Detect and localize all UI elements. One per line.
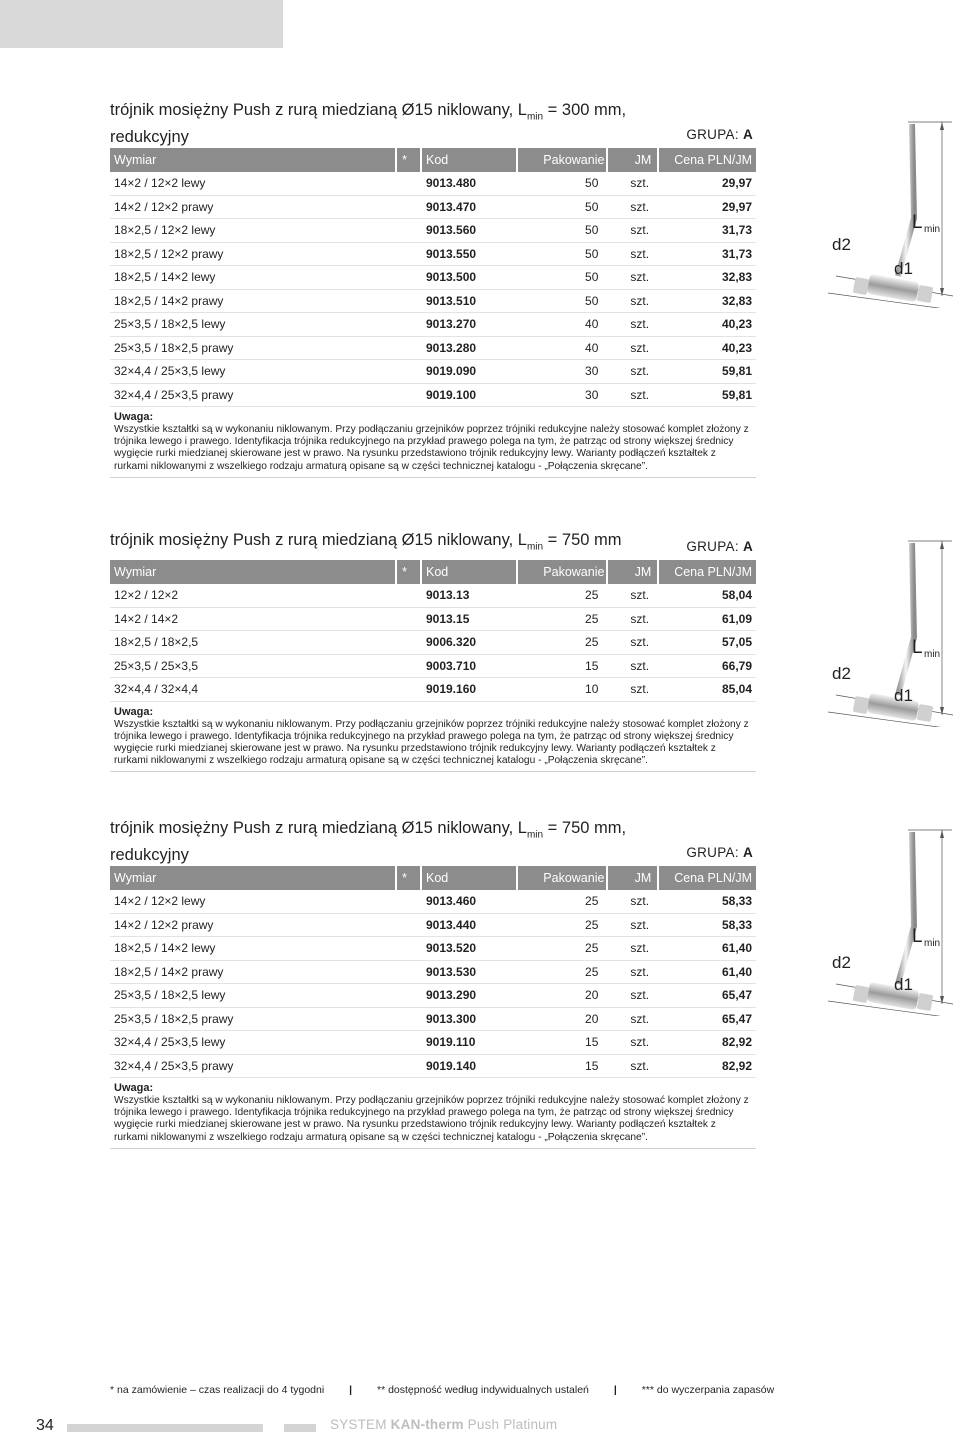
cell-cena: 82,92 [721,1035,752,1049]
cell-cena: 31,73 [721,246,752,261]
section-title: trójnik mosiężny Push z rurą miedzianą Ø15 niklowany, $L_{min} = 750$ mm, redukcyjny [110,819,627,865]
cell-kod: 9013.470 [425,199,477,214]
cell-jm: szt. [630,941,650,955]
cell-cena: 57,05 [721,635,752,649]
fitting-diagram-1 [828,118,958,308]
cell-pakowanie: 20 [585,1011,599,1026]
table-row [110,360,756,384]
table-row [110,608,756,632]
cell-pakowanie: 25 [585,917,599,932]
cell-star [397,313,420,336]
cell-star [397,290,420,313]
note-box [110,407,756,478]
label-L: L [912,637,923,658]
cell-jm: szt. [630,387,650,402]
cell-star [397,266,420,289]
cell-pakowanie: 50 [585,176,599,190]
cell-wymiar: 14×2 / 12×2 prawy [114,199,214,214]
table-row [110,937,756,961]
label-d2: d2 [832,953,851,972]
section-header [110,530,756,556]
header-wymiar: Wymiar [110,148,395,172]
label-L-sub: min [924,224,941,235]
cell-pakowanie: 15 [585,658,599,673]
cell-star [397,584,420,607]
cell-cena: 61,09 [721,611,752,626]
section-title: trójnik mosiężny Push z rurą miedzianą Ø15 niklowany, $L_{min} = 300$ mm, redukcyjny [110,101,627,147]
cell-pakowanie: 50 [585,270,599,284]
cell-wymiar: 25×3,5 / 18×2,5 prawy [114,340,234,355]
cell-kod: 9019.110 [425,1035,476,1049]
label-d1: d1 [894,975,913,994]
cell-pakowanie: 25 [585,964,599,979]
price-table [110,866,756,1149]
table-row [110,290,756,314]
table-header [110,866,756,890]
cell-wymiar: 14×2 / 12×2 prawy [114,917,214,932]
footer-bar-right [284,1424,316,1432]
cell-star [397,631,420,654]
cell-jm: szt. [630,964,650,979]
product-section-2 [110,530,756,772]
table-row [110,266,756,290]
price-table [110,148,756,478]
tee-fitting-illustration [828,537,958,727]
fitting-diagram-2 [828,537,958,727]
footer-bar-left [67,1424,263,1432]
cell-jm: szt. [630,270,650,284]
table-row [110,243,756,267]
cell-cena: 58,33 [721,917,752,932]
cell-pakowanie: 40 [585,317,599,331]
legend-star-3: *** do wyczerpania zapasów [641,1384,775,1396]
table-row [110,196,756,220]
table-row [110,584,756,608]
cell-cena: 59,81 [721,387,752,402]
cell-wymiar: 32×4,4 / 25×3,5 prawy [114,1058,234,1073]
table-row [110,219,756,243]
cell-kod: 9013.520 [425,941,477,955]
table-header [110,148,756,172]
note-text: Wszystkie kształtki są w wykonaniu niklowanym. Przy podłączaniu grzejników poprzez trójniki redukcyjne należy stosować komplet złożony z trójnika lewego i prawego. Identyfikacja trójnika redukcyjnego na przykład prawego polega na tym, że patrząc od strony większej średnicy wygięcie rurki miedzianej skierowane jest w prawo. Na rysunku przedstawiono trójnik redukcyjny lewy. Warianty podłączeń kształtek z rurkami niklowanymi z wszelkiego rodzaju armaturą opisane są w części technicznej katalogu - „Połączenia skręcane”. [114,718,749,767]
brand-footer: SYSTEM KAN-therm Push Platinum [330,1417,558,1432]
cell-kod: 9013.460 [425,894,477,908]
note-label: Uwaga: [114,705,154,718]
label-L-sub: min [924,938,941,949]
cell-wymiar: 25×3,5 / 18×2,5 prawy [114,1011,234,1026]
cell-jm: szt. [630,682,650,696]
cell-star [397,1031,420,1054]
cell-cena: 65,47 [721,1011,752,1026]
cell-jm: szt. [630,1011,650,1026]
table-row [110,313,756,337]
cell-jm: szt. [630,635,650,649]
cell-star [397,608,420,631]
cell-cena: 59,81 [721,364,752,378]
cell-pakowanie: 20 [585,988,599,1002]
cell-cena: 65,47 [721,988,752,1002]
cell-kod: 9013.480 [425,176,477,190]
cell-cena: 61,40 [721,941,752,955]
cell-cena: 82,92 [721,1058,752,1073]
note-label: Uwaga: [114,1082,154,1094]
cell-jm: szt. [630,1035,650,1049]
cell-pakowanie: 15 [585,1058,599,1073]
table-row [110,1008,756,1032]
table-row [110,914,756,938]
legend-star-1: * na zamówienie – czas realizacji do 4 tygodni [110,1384,325,1396]
cell-wymiar: 18×2,5 / 12×2 prawy [114,246,224,261]
cell-wymiar: 14×2 / 12×2 lewy [114,894,206,908]
cell-pakowanie: 50 [585,246,599,261]
cell-kod: 9013.510 [425,293,477,308]
cell-wymiar: 18×2,5 / 14×2 prawy [114,964,224,979]
cell-pakowanie: 30 [585,364,599,378]
cell-star [397,243,420,266]
cell-wymiar: 32×4,4 / 32×4,4 [114,682,199,696]
cell-kod: 9013.550 [425,246,477,261]
cell-wymiar: 18×2,5 / 12×2 lewy [114,223,216,237]
cell-cena: 29,97 [721,199,752,214]
price-table [110,560,756,772]
note-text: Wszystkie kształtki są w wykonaniu niklowanym. Przy podłączaniu grzejników poprzez trójniki redukcyjne należy stosować komplet złożony z trójnika lewego i prawego. Identyfikacja trójnika redukcyjnego na przykład prawego polega na tym, że patrząc od strony większej średnicy wygięcie rurki miedzianej skierowane jest w prawo. Na rysunku przedstawiono trójnik redukcyjny lewy. Warianty podłączeń kształtek z rurkami niklowanymi z wszelkiego rodzaju armaturą opisane są w części technicznej katalogu - „Połączenia skręcane”. [114,424,749,472]
cell-pakowanie: 15 [585,1035,599,1049]
cell-star [397,384,420,407]
cell-pakowanie: 25 [585,588,599,602]
grupa-label: GRUPA: A [686,845,753,860]
cell-star [397,914,420,937]
section-header [110,818,756,865]
table-row [110,1055,756,1079]
cell-kod: 9013.500 [425,270,477,284]
cell-wymiar: 25×3,5 / 18×2,5 lewy [114,988,226,1002]
header-pakowanie: Pakowanie [518,866,607,890]
header-kod: Kod [422,866,516,890]
cell-jm: szt. [630,223,650,237]
cell-kod: 9013.440 [425,917,477,932]
cell-cena: 85,04 [721,682,752,696]
table-row [110,890,756,914]
cell-pakowanie: 50 [585,293,599,308]
cell-star [397,219,420,242]
cell-kod: 9006.320 [425,635,477,649]
cell-kod: 9013.560 [425,223,477,237]
table-header [110,560,756,584]
header-jm: JM [608,148,657,172]
cell-wymiar: 14×2 / 12×2 lewy [114,176,206,190]
table-row [110,984,756,1008]
cell-pakowanie: 10 [585,682,599,696]
table-row [110,631,756,655]
legend-separator: | [613,1384,617,1396]
table-row [110,172,756,196]
cell-kod: 9019.140 [425,1058,477,1073]
cell-wymiar: 32×4,4 / 25×3,5 lewy [114,1035,226,1049]
cell-jm: szt. [630,611,650,626]
cell-cena: 40,23 [721,317,752,331]
note-label: Uwaga: [114,411,154,423]
cell-star [397,961,420,984]
cell-cena: 40,23 [721,340,752,355]
cell-jm: szt. [630,199,650,214]
cell-jm: szt. [630,364,650,378]
cell-kod: 9003.710 [425,658,477,673]
page-number: 34 [36,1417,54,1434]
cell-kod: 9013.13 [425,588,470,602]
header-cena: Cena PLN/JM [659,148,756,172]
header-jm: JM [608,560,657,584]
section-header [110,100,756,147]
cell-cena: 32,83 [721,293,752,308]
label-d1: d1 [894,259,913,278]
grupa-label: GRUPA: A [686,539,753,554]
cell-kod: 9013.270 [425,317,477,331]
label-L: L [912,212,923,233]
cell-cena: 61,40 [721,964,752,979]
cell-cena: 32,83 [721,270,752,284]
header-pakowanie: Pakowanie [518,560,607,584]
table-row [110,678,756,702]
cell-wymiar: 32×4,4 / 25×3,5 lewy [114,364,226,378]
footer-legend [110,1384,775,1396]
grupa-label: GRUPA: A [686,127,753,142]
product-section-1 [110,100,756,478]
cell-pakowanie: 25 [585,941,599,955]
cell-pakowanie: 40 [585,340,599,355]
cell-jm: szt. [630,293,650,308]
cell-wymiar: 12×2 / 12×2 [114,588,179,602]
note-text: Wszystkie kształtki są w wykonaniu niklowanym. Przy podłączaniu grzejników poprzez trójniki redukcyjne należy stosować komplet złożony z trójnika lewego i prawego. Identyfikacja trójnika redukcyjnego na przykład prawego polega na tym, że patrząc od strony większej średnicy wygięcie rurki miedzianej skierowane jest w prawo. Na rysunku przedstawiono trójnik redukcyjny lewy. Warianty podłączeń kształtek z rurkami niklowanymi z wszelkiego rodzaju armaturą opisane są w części technicznej katalogu - „Połączenia skręcane”. [114,1095,749,1143]
cell-wymiar: 18×2,5 / 18×2,5 [114,635,199,649]
cell-wymiar: 18×2,5 / 14×2 lewy [114,941,216,955]
cell-cena: 31,73 [721,223,752,237]
cell-star [397,937,420,960]
cell-kod: 9019.160 [425,682,477,696]
label-d2: d2 [832,235,851,254]
cell-wymiar: 25×3,5 / 25×3,5 [114,658,199,673]
header-kod: Kod [422,560,516,584]
cell-kod: 9013.15 [425,611,470,626]
cell-jm: szt. [630,1058,650,1073]
header-kod: Kod [422,148,516,172]
cell-star [397,890,420,913]
cell-star [397,172,420,195]
cell-star [397,1008,420,1031]
table-row [110,961,756,985]
cell-wymiar: 14×2 / 14×2 [114,611,179,626]
header-cena: Cena PLN/JM [659,866,756,890]
cell-pakowanie: 30 [585,387,599,402]
cell-wymiar: 18×2,5 / 14×2 prawy [114,293,224,308]
note-box [110,702,756,773]
section-title: trójnik mosiężny Push z rurą miedzianą Ø15 niklowany, $L_{min} = 750$ mm [110,531,622,553]
header-pakowanie: Pakowanie [518,148,607,172]
cell-pakowanie: 25 [585,894,599,908]
cell-star [397,678,420,701]
cell-cena: 29,97 [721,176,752,190]
tee-fitting-illustration [828,826,958,1016]
table-row [110,1031,756,1055]
cell-jm: szt. [630,917,650,932]
cell-pakowanie: 25 [585,635,599,649]
fitting-diagram-3 [828,826,958,1016]
cell-cena: 58,33 [721,894,752,908]
header-wymiar: Wymiar [110,866,395,890]
header-star: * [397,560,420,584]
top-gray-tab [0,0,283,48]
cell-pakowanie: 50 [585,199,599,214]
table-row [110,384,756,408]
label-d1: d1 [894,686,913,705]
header-cena: Cena PLN/JM [659,560,756,584]
cell-pakowanie: 25 [585,611,599,626]
cell-kod: 9013.290 [425,988,477,1002]
cell-cena: 58,04 [721,588,752,602]
header-star: * [397,148,420,172]
cell-jm: szt. [630,340,650,355]
cell-jm: szt. [630,246,650,261]
cell-kod: 9019.090 [425,364,477,378]
table-row [110,337,756,361]
cell-kod: 9019.100 [425,387,477,402]
cell-jm: szt. [630,658,650,673]
label-d2: d2 [832,664,851,683]
cell-star [397,1055,420,1078]
cell-jm: szt. [630,588,650,602]
cell-kod: 9013.530 [425,964,477,979]
cell-wymiar: 32×4,4 / 25×3,5 prawy [114,387,234,402]
cell-pakowanie: 50 [585,223,599,237]
note-box [110,1078,756,1149]
cell-kod: 9013.280 [425,340,477,355]
legend-separator: | [349,1384,353,1396]
cell-star [397,655,420,678]
product-section-3 [110,818,756,1149]
label-L-sub: min [924,649,941,660]
cell-wymiar: 18×2,5 / 14×2 lewy [114,270,216,284]
cell-star [397,337,420,360]
cell-jm: szt. [630,317,650,331]
cell-jm: szt. [630,988,650,1002]
tee-fitting-illustration [828,118,958,308]
cell-star [397,196,420,219]
header-jm: JM [608,866,657,890]
label-L: L [912,926,923,947]
cell-wymiar: 25×3,5 / 18×2,5 lewy [114,317,226,331]
header-wymiar: Wymiar [110,560,395,584]
cell-jm: szt. [630,176,650,190]
legend-star-2: ** dostępność według indywidualnych ustaleń [377,1384,589,1396]
table-row [110,655,756,679]
cell-cena: 66,79 [721,658,752,673]
cell-jm: szt. [630,894,650,908]
cell-kod: 9013.300 [425,1011,477,1026]
cell-star [397,360,420,383]
cell-star [397,984,420,1007]
header-star: * [397,866,420,890]
